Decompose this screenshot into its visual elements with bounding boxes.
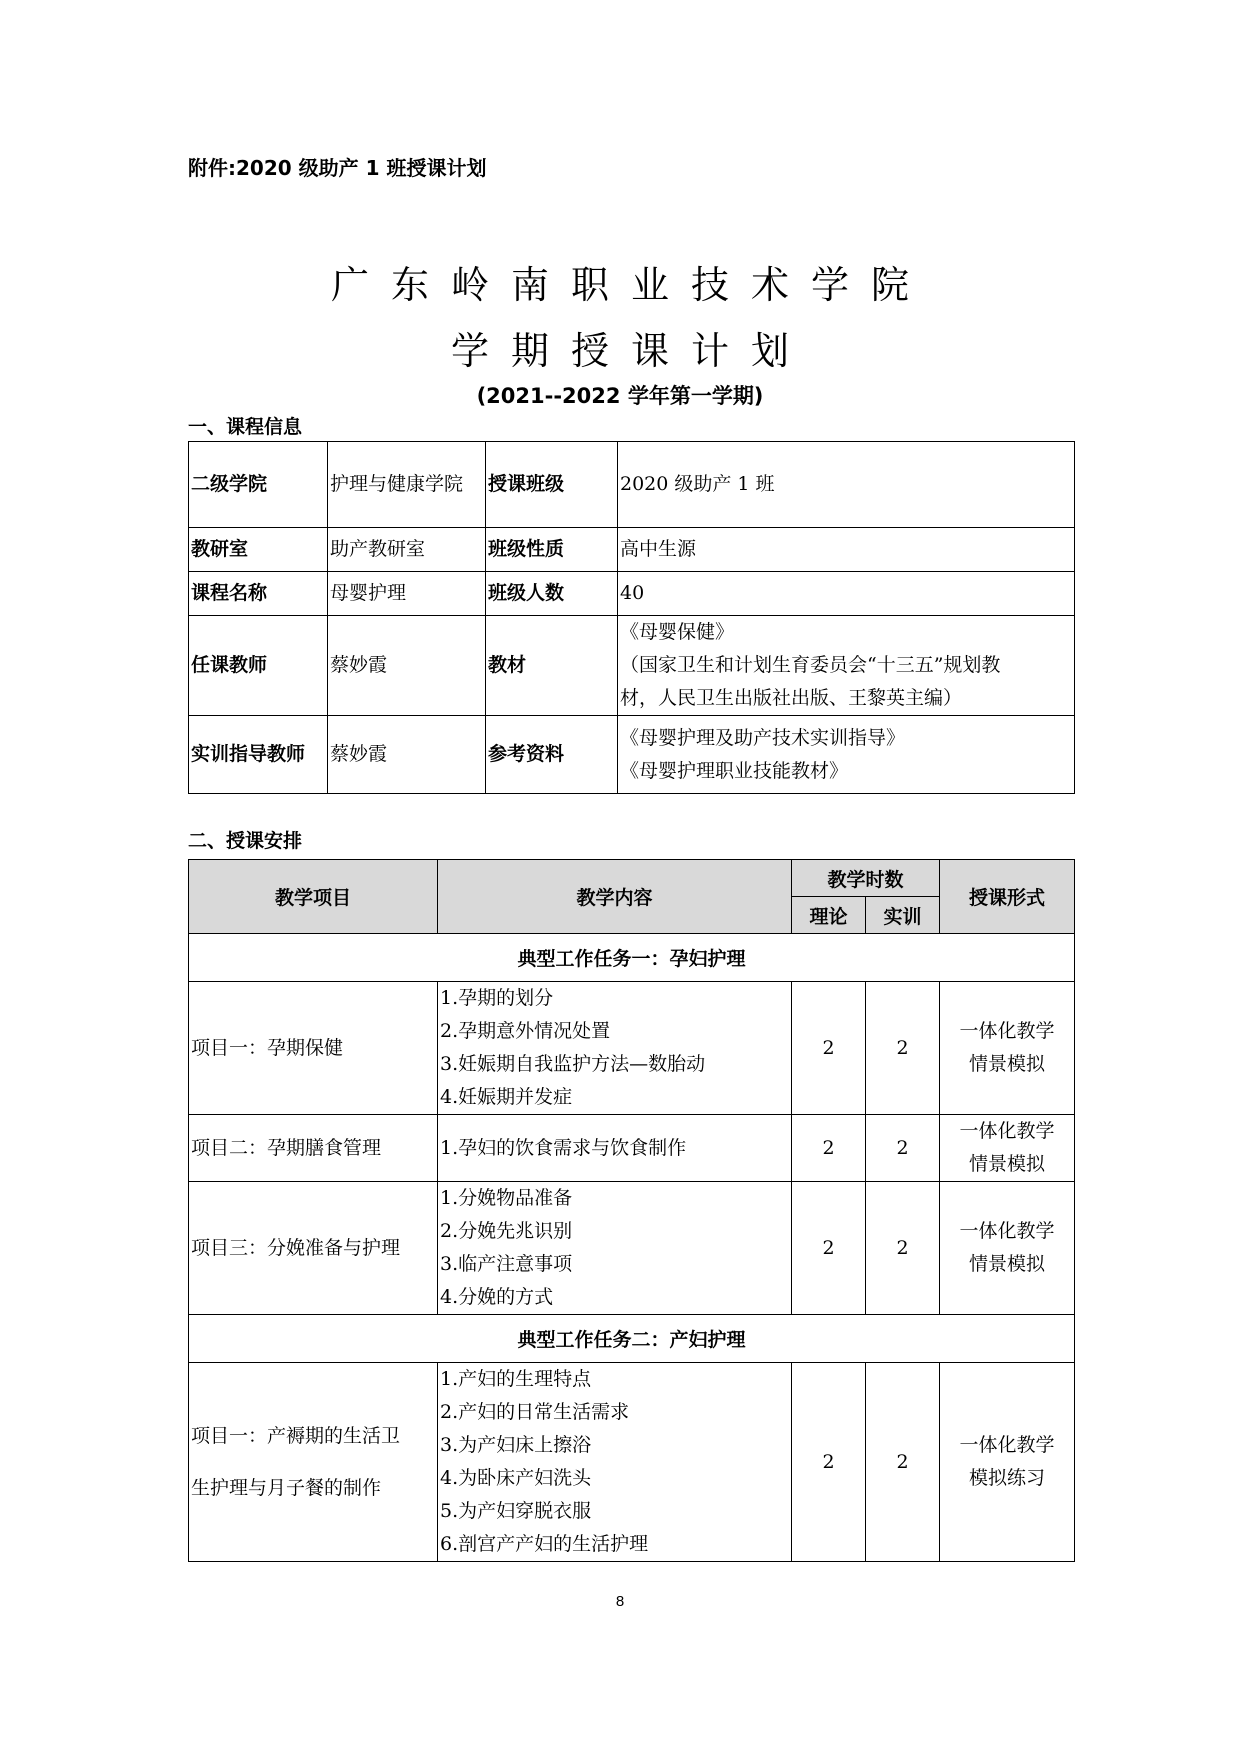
teaching-form-line: 模拟练习 <box>969 1467 1046 1489</box>
project-name <box>189 1182 438 1315</box>
task-title: 典型工作任务一：孕妇护理 <box>189 934 1075 982</box>
info-label: 授课班级 <box>486 442 618 528</box>
info-value: 助产教研室 <box>328 528 486 572</box>
task-title: 典型工作任务二：产妇护理 <box>189 1315 1075 1363</box>
info-row <box>189 528 1075 572</box>
info-value <box>618 716 1075 794</box>
info-row <box>189 442 1075 528</box>
info-value <box>618 442 1075 528</box>
institution-title: 广东岭南职业技术学院 <box>330 263 931 307</box>
info-label: 课程名称 <box>189 572 328 616</box>
project-content-line: 5.为产妇穿脱衣服 <box>440 1500 592 1522</box>
teaching-form-line: 一体化教学 <box>959 1020 1055 1042</box>
project-name-line: 项目一：孕期保健 <box>191 1037 344 1059</box>
teaching-form <box>940 1363 1075 1562</box>
header-practice: 实训 <box>866 897 940 934</box>
header-hours: 教学时数 <box>792 860 940 897</box>
project-content-line: 2.孕期意外情况处置 <box>440 1020 611 1042</box>
section-heading-course-info: 一、课程信息 <box>188 416 303 438</box>
info-row <box>189 572 1075 616</box>
info-value-line: 40 <box>620 582 645 604</box>
project-content-line: 6.剖宫产产妇的生活护理 <box>440 1533 649 1555</box>
info-value-line: （国家卫生和计划生育委员会“十三五”规划教 <box>620 654 1001 676</box>
project-row <box>189 1363 1075 1562</box>
task-row <box>189 1315 1075 1363</box>
practice-hours: 2 <box>866 1182 940 1315</box>
project-row <box>189 1115 1075 1182</box>
schedule-table <box>188 859 1075 1562</box>
info-value-line: 《母婴保健》 <box>620 621 735 643</box>
info-row <box>189 716 1075 794</box>
header-theory: 理论 <box>792 897 866 934</box>
teaching-form <box>940 982 1075 1115</box>
info-label: 参考资料 <box>486 716 618 794</box>
info-value-line: 高中生源 <box>620 538 697 560</box>
course-info-table <box>188 441 1075 794</box>
project-content-line: 3.临产注意事项 <box>440 1253 573 1275</box>
teaching-form-line: 一体化教学 <box>959 1434 1055 1456</box>
info-value <box>618 572 1075 616</box>
practice-hours: 2 <box>866 1363 940 1562</box>
project-content-line: 4.分娩的方式 <box>440 1286 554 1308</box>
practice-hours: 2 <box>866 1115 940 1182</box>
info-value: 护理与健康学院 <box>328 442 486 528</box>
project-content-line: 2.产妇的日常生活需求 <box>440 1401 630 1423</box>
project-row <box>189 982 1075 1115</box>
info-label: 教材 <box>486 616 618 716</box>
project-content <box>438 1363 792 1562</box>
header-project: 教学项目 <box>189 860 438 934</box>
info-value-line: 2020 级助产 1 班 <box>620 473 775 495</box>
info-row <box>189 616 1075 716</box>
teaching-form-line: 一体化教学 <box>959 1220 1055 1242</box>
project-content-line: 2.分娩先兆识别 <box>440 1220 573 1242</box>
project-content-line: 3.妊娠期自我监护方法—数胎动 <box>440 1053 706 1075</box>
plan-title: 学期授课计划 <box>450 329 811 373</box>
info-value-line: 《母婴护理职业技能教材》 <box>620 759 849 782</box>
task-row <box>189 934 1075 982</box>
project-content <box>438 1115 792 1182</box>
project-content-line: 1.分娩物品准备 <box>440 1187 573 1209</box>
semester-subtitle: (2021--2022 学年第一学期) <box>476 384 764 408</box>
info-value <box>618 528 1075 572</box>
project-content-line: 3.为产妇床上擦浴 <box>440 1434 592 1456</box>
project-name-line: 项目一：产褥期的生活卫 <box>191 1425 401 1447</box>
info-label: 二级学院 <box>189 442 328 528</box>
teaching-form-line: 情景模拟 <box>969 1153 1046 1175</box>
info-label: 班级人数 <box>486 572 618 616</box>
teaching-form-line: 一体化教学 <box>959 1120 1055 1142</box>
info-label: 教研室 <box>189 528 328 572</box>
section-heading-schedule: 二、授课安排 <box>188 830 303 852</box>
info-value-line: 《母婴护理及助产技术实训指导》 <box>620 726 906 749</box>
page-number: 8 <box>615 1593 625 1610</box>
teaching-form-line: 情景模拟 <box>969 1053 1046 1075</box>
project-content <box>438 1182 792 1315</box>
project-name-line: 项目三：分娩准备与护理 <box>191 1237 401 1259</box>
project-row <box>189 1182 1075 1315</box>
project-name <box>189 982 438 1115</box>
info-value: 蔡妙霞 <box>328 616 486 716</box>
theory-hours: 2 <box>792 1182 866 1315</box>
project-content <box>438 982 792 1115</box>
project-content-line: 4.妊娠期并发症 <box>440 1086 573 1108</box>
project-content-line: 1.孕妇的饮食需求与饮食制作 <box>440 1136 687 1159</box>
info-label: 实训指导教师 <box>189 716 328 794</box>
teaching-form <box>940 1182 1075 1315</box>
info-value-line: 材，人民卫生出版社出版、王黎英主编） <box>620 687 963 709</box>
practice-hours: 2 <box>866 982 940 1115</box>
theory-hours: 2 <box>792 982 866 1115</box>
info-label: 班级性质 <box>486 528 618 572</box>
header-content: 教学内容 <box>438 860 792 934</box>
header-form: 授课形式 <box>940 860 1075 934</box>
project-name-line: 生护理与月子餐的制作 <box>191 1477 382 1499</box>
info-value: 蔡妙霞 <box>328 716 486 794</box>
project-name <box>189 1363 438 1562</box>
attachment-label: 附件:2020 级助产 1 班授课计划 <box>188 156 487 180</box>
project-content-line: 1.产妇的生理特点 <box>440 1368 592 1390</box>
theory-hours: 2 <box>792 1115 866 1182</box>
project-content-line: 1.孕期的划分 <box>440 987 554 1009</box>
project-content-line: 4.为卧床产妇洗头 <box>440 1467 592 1489</box>
project-name-line: 项目二：孕期膳食管理 <box>191 1137 382 1159</box>
teaching-form-line: 情景模拟 <box>969 1253 1046 1275</box>
teaching-form <box>940 1115 1075 1182</box>
info-value: 母婴护理 <box>328 572 486 616</box>
project-name <box>189 1115 438 1182</box>
info-value <box>618 616 1075 716</box>
theory-hours: 2 <box>792 1363 866 1562</box>
info-label: 任课教师 <box>189 616 328 716</box>
